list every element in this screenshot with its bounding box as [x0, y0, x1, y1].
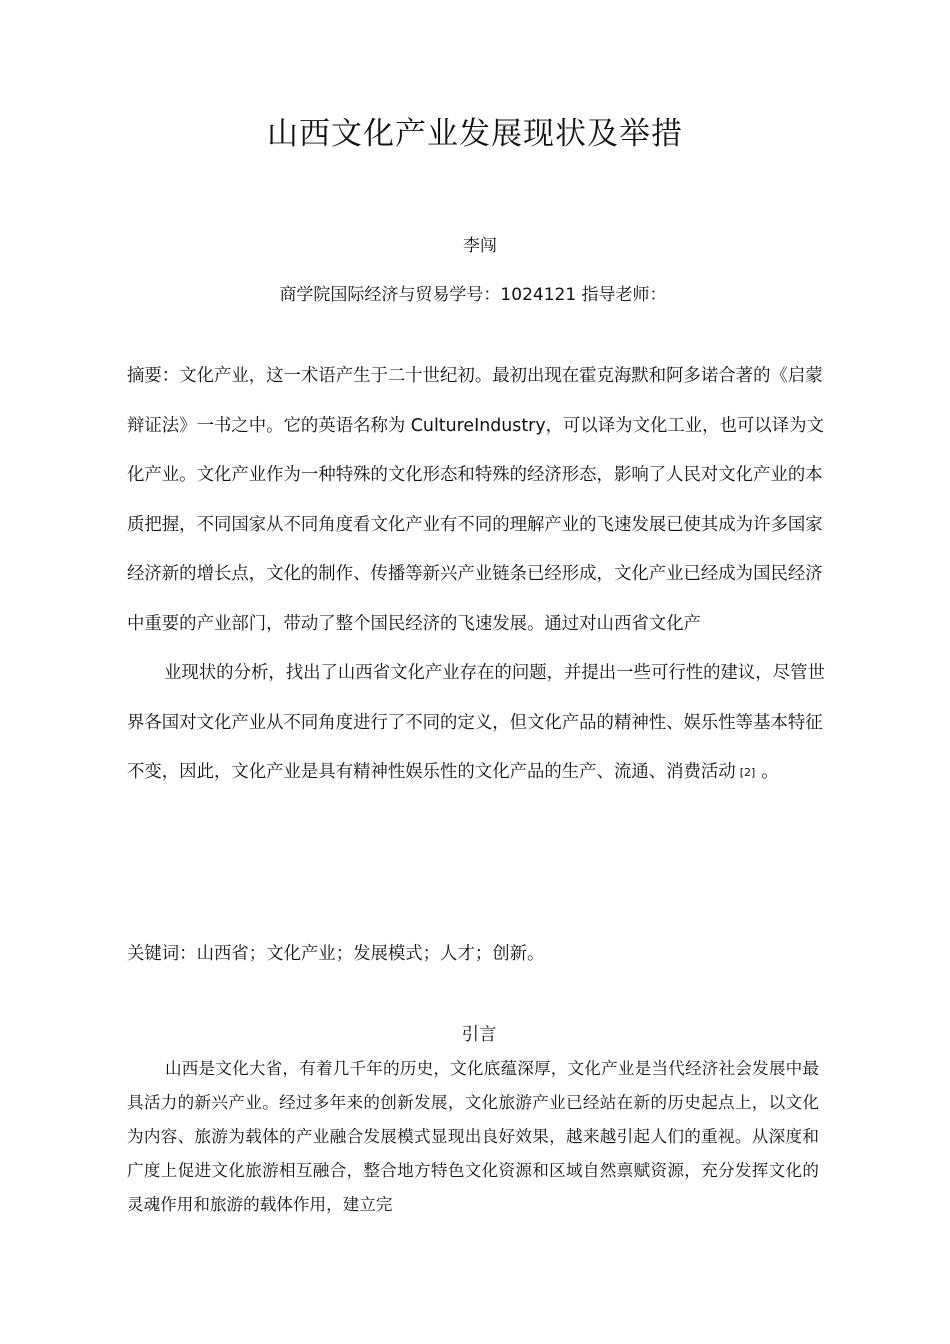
keywords-line: 关键词：山西省；文化产业；发展模式；人才；创新。 [127, 944, 545, 964]
intro-heading: 引言 [461, 1025, 497, 1045]
abstract-paragraph-2 [127, 649, 839, 798]
citation-marker: [2] [739, 766, 756, 779]
paper-title: 山西文化产业发展现状及举措 [267, 116, 683, 152]
author-affiliation: 商学院国际经济与贸易学号：1024121 指导老师： [279, 285, 667, 305]
abstract-ending: 。 [761, 762, 779, 782]
abstract-paragraph-2-text: 业现状的分析，找出了山西省文化产业存在的问题，并提出一些可行性的建议，尽管世界各国对文化产业从不同角度进行了不同的定义，但文化产品的精神性、娱乐性等基本特征不变，因此，文化产业是具有精神性娱乐性的文化产品的生产、流通、消费活动 [127, 663, 825, 782]
author-name: 李闯 [463, 236, 497, 256]
intro-paragraph: 山西是文化大省，有着几千年的历史，文化底蕴深厚，文化产业是当代经济社会发展中最具活力的新兴产业。经过多年来的创新发展，文化旅游产业已经站在新的历史起点上，以文化为内容、旅游为载体的产业融合发展模式显现出良好效果，越来越引起人们的重视。从深度和广度上促进文化旅游相互融合，整合地方特色文化资源和区域自然禀赋资源，充分发挥文化的灵魂作用和旅游的载体作用，建立完 [127, 1059, 819, 1214]
abstract-section [127, 352, 839, 798]
abstract-paragraph-1: 摘要：文化产业，这一术语产生于二十世纪初。最初出现在霍克海默和阿多诺合著的《启蒙辩证法》一书之中。它的英语名称为 CultureIndustry，可以译为文化工业，也可以译为文化产业。文化产业作为一种特殊的文化形态和特殊的经济形态，影响了人民对文化产业的本质把握，不同国家从不同角度看文化产业有不同的理解产业的飞速发展已使其成为许多国家经济新的增长点，文化的制作、传播等新兴产业链条已经形成，文化产业已经成为国民经济中重要的产业部门，带动了整个国民经济的飞速发展。通过对山西省文化产 [127, 366, 824, 634]
